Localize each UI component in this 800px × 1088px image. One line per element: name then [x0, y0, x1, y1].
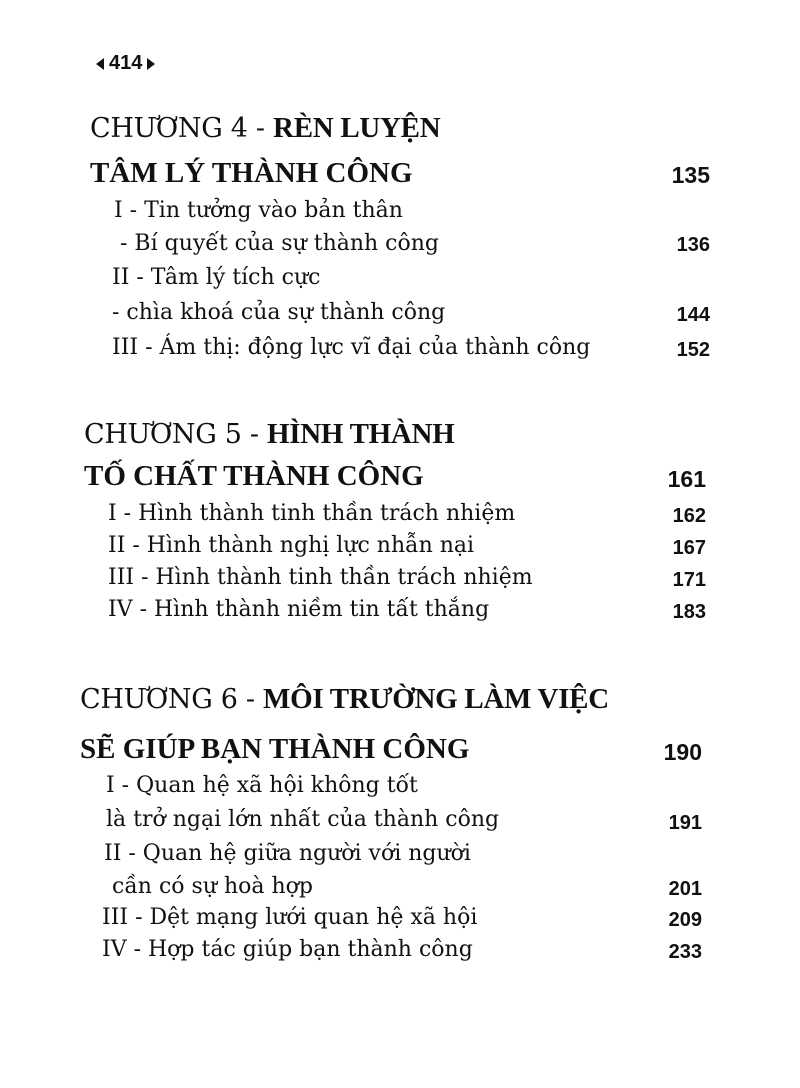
toc-entry-page: 136 [676, 234, 710, 256]
chapter-6-title: SẼ GIÚP BẠN THÀNH CÔNG [80, 733, 470, 765]
toc-entry: I - Quan hệ xã hội không tốt [106, 773, 418, 798]
chapter-4-title: TÂM LÝ THÀNH CÔNG [90, 157, 413, 189]
chapter-heading: HÌNH THÀNH [267, 418, 455, 450]
toc-entry-page: 191 [668, 812, 702, 834]
toc-entry-page: 162 [672, 505, 706, 527]
toc-entry: là trở ngại lớn nhất của thành công [106, 807, 500, 832]
toc-entry: IV - Hợp tác giúp bạn thành công [102, 937, 473, 962]
chapter-prefix: CHƯƠNG 4 - [90, 113, 274, 144]
triangle-left-icon [96, 58, 104, 70]
toc-entry: I - Tin tưởng vào bản thân [114, 198, 403, 223]
chapter-5-heading [84, 418, 454, 451]
chapter-6-title-page: 190 [663, 739, 702, 765]
toc-entry: cần có sự hoà hợp [112, 874, 313, 899]
chapter-prefix: CHƯƠNG 5 - [84, 419, 268, 450]
page-number [96, 52, 155, 75]
toc-entry-page: 209 [668, 909, 702, 931]
chapter-5-title: TỐ CHẤT THÀNH CÔNG [84, 460, 424, 492]
chapter-5-title-page: 161 [667, 466, 706, 492]
toc-entry-page: 201 [668, 878, 702, 900]
toc-entry-page: 183 [672, 601, 706, 623]
toc-entry: III - Hình thành tinh thần trách nhiệm [108, 565, 533, 590]
chapter-4-heading [90, 112, 440, 145]
toc-entry: III - Dệt mạng lưới quan hệ xã hội [102, 905, 478, 930]
toc-entry-page: 152 [676, 339, 710, 361]
toc-entry: II - Tâm lý tích cực [112, 265, 321, 290]
toc-entry: II - Hình thành nghị lực nhẫn nại [108, 533, 475, 558]
toc-entry: - Bí quyết của sự thành công [120, 231, 439, 256]
toc-entry-page: 167 [672, 537, 706, 559]
toc-entry-page: 233 [668, 941, 702, 963]
chapter-heading: RÈN LUYỆN [273, 112, 441, 144]
chapter-4-title-page: 135 [671, 162, 710, 188]
triangle-right-icon [147, 58, 155, 70]
toc-entry: I - Hình thành tinh thần trách nhiệm [108, 501, 516, 526]
toc-entry-page: 171 [672, 569, 706, 591]
chapter-heading: MÔI TRƯỜNG LÀM VIỆC [263, 683, 609, 715]
toc-entry: III - Ám thị: động lực vĩ đại của thành công [112, 335, 591, 360]
toc-entry: - chìa khoá của sự thành công [112, 300, 446, 325]
page-number-text: 414 [109, 52, 143, 74]
toc-entry-page: 144 [676, 304, 710, 326]
chapter-6-heading [80, 683, 609, 716]
chapter-prefix: CHƯƠNG 6 - [80, 684, 264, 715]
toc-entry: IV - Hình thành niềm tin tất thắng [108, 597, 490, 622]
toc-entry: II - Quan hệ giữa người với người [104, 841, 471, 866]
